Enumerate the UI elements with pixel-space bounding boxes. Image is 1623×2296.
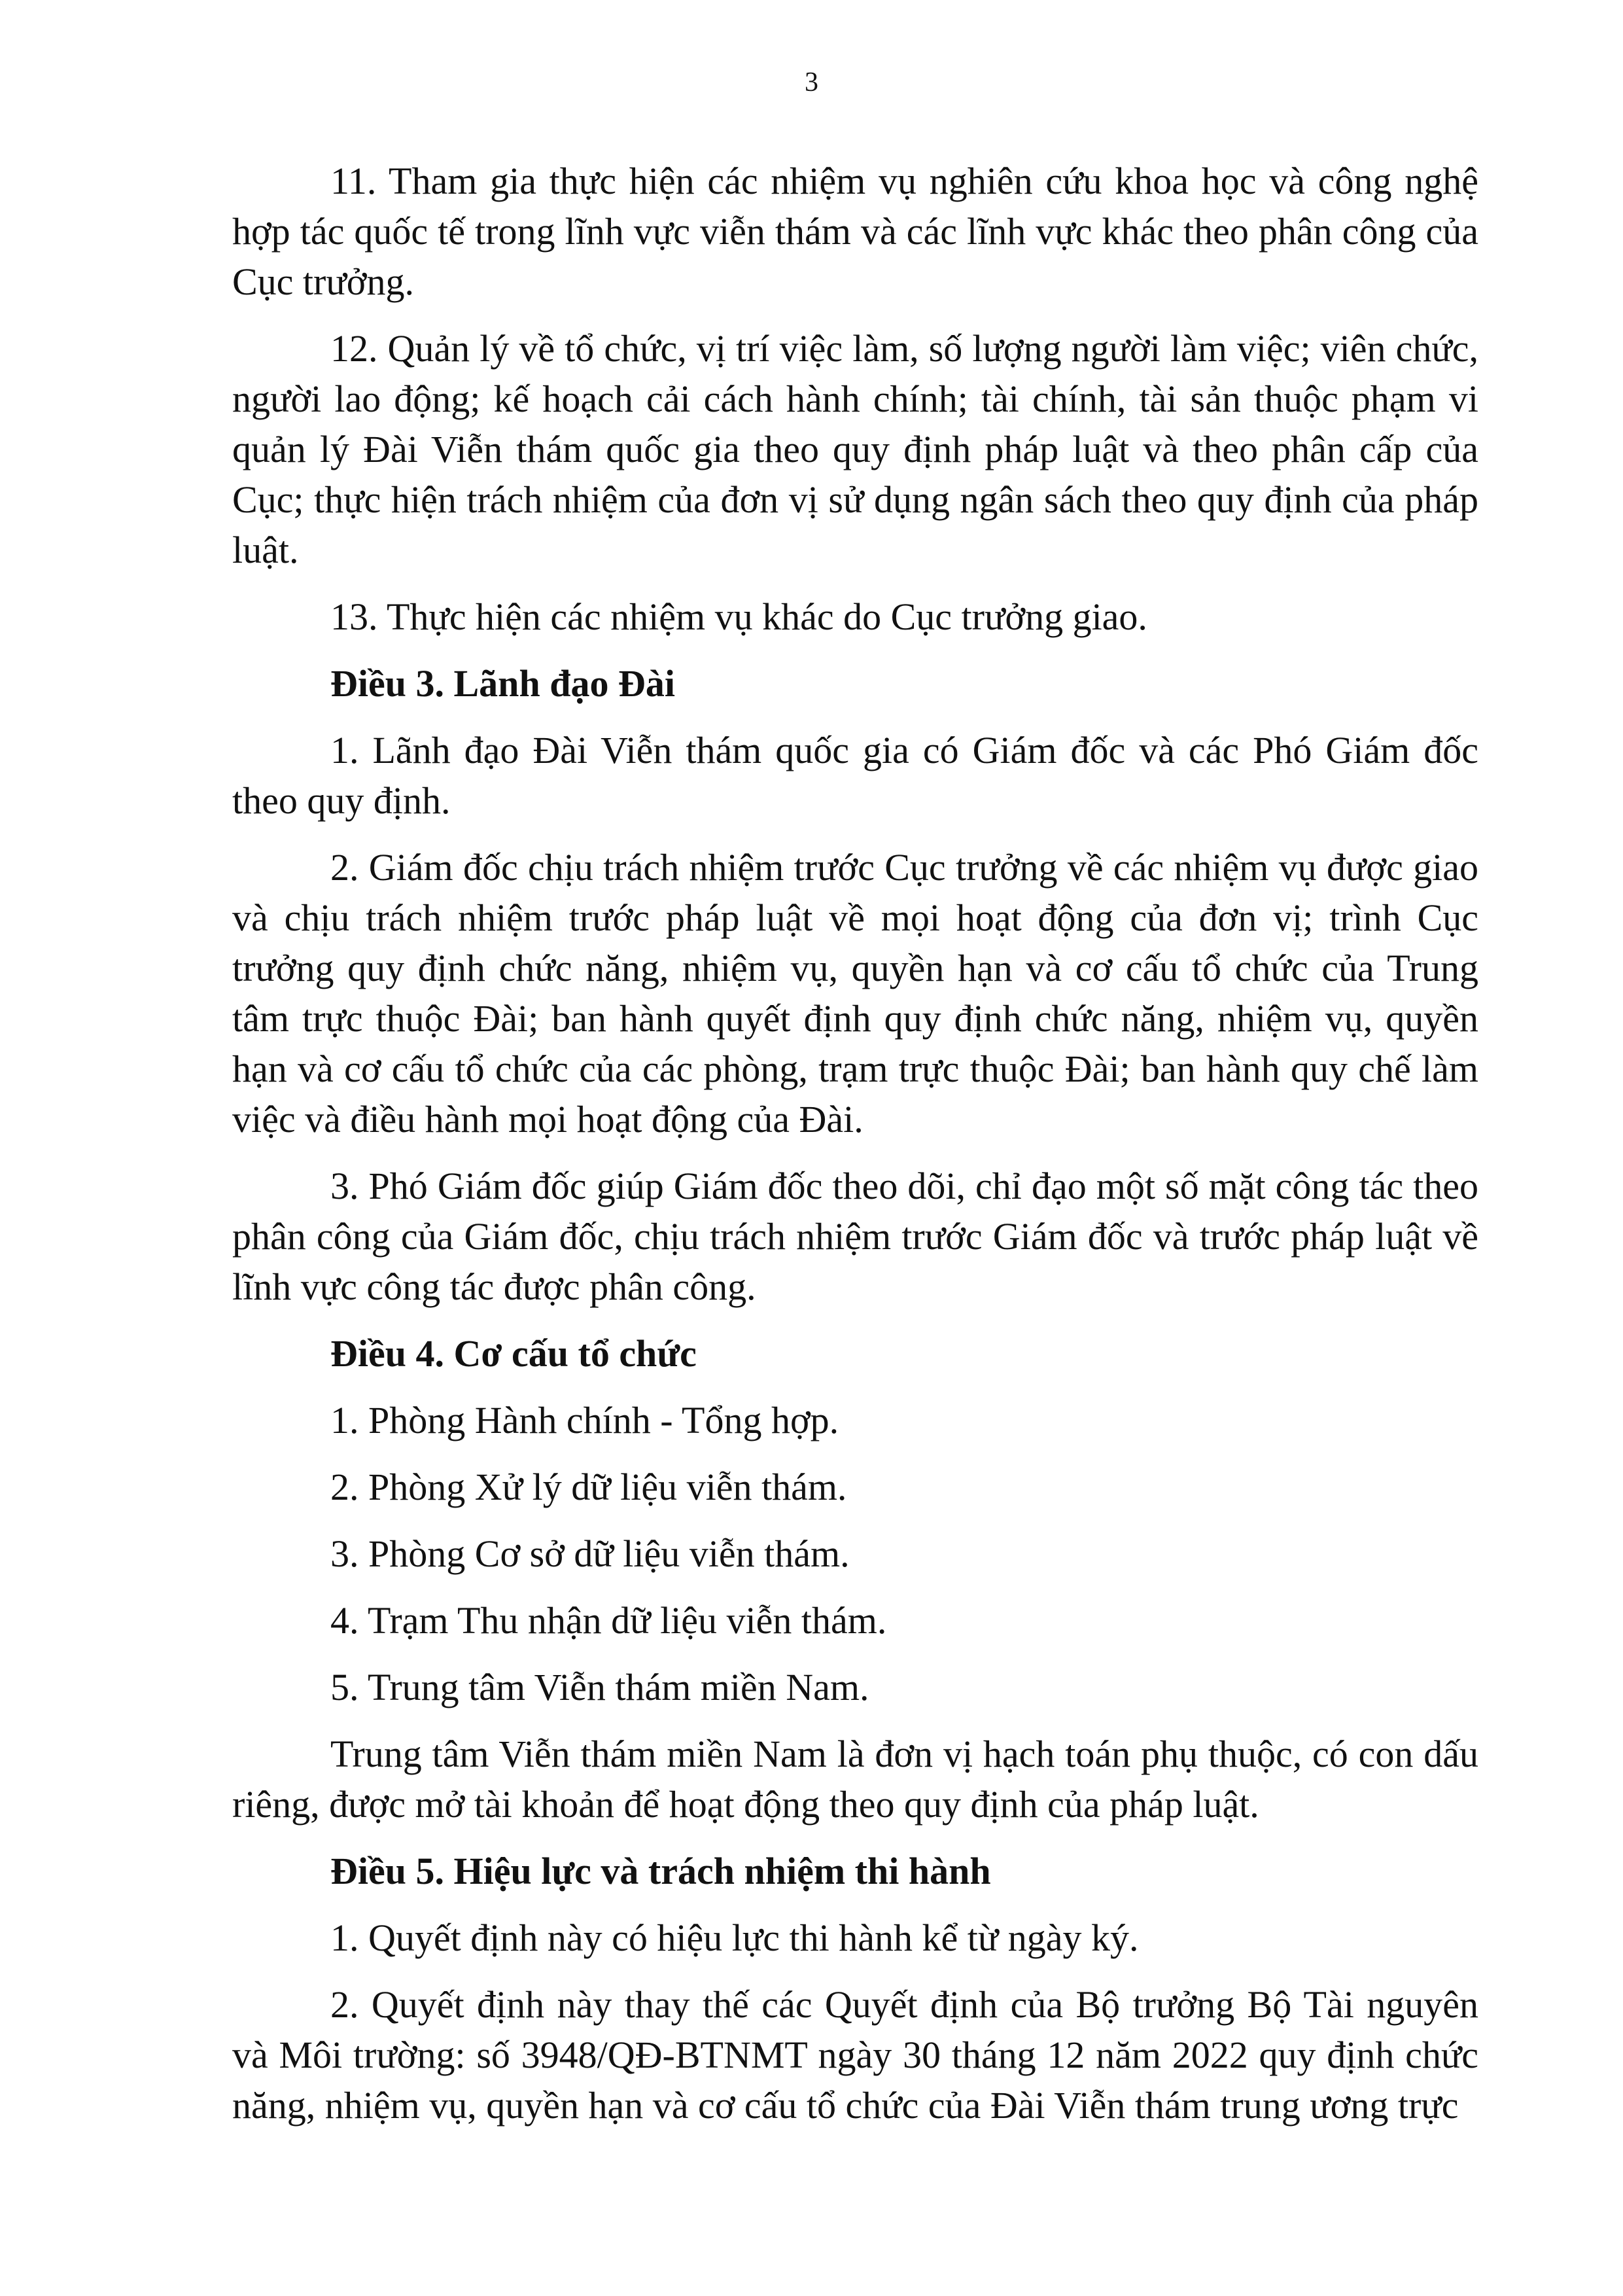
article-3-heading: Điều 3. Lãnh đạo Đài (330, 662, 675, 705)
article-4-heading: Điều 4. Cơ cấu tổ chức (330, 1332, 697, 1375)
org-unit-item: 4. Trạm Thu nhận dữ liệu viễn thám. (330, 1599, 887, 1642)
org-unit-item: 2. Phòng Xử lý dữ liệu viễn thám. (330, 1466, 847, 1508)
article-5-clause-2: 2. Quyết định này thay thế các Quyết định của Bộ trưởng Bộ Tài nguyên và Môi trường: số 3948/QĐ-BTNMT ngày 30 tháng 12 năm 2022 quy định chức năng, nhiệm vụ, quyền hạn và cơ cấu tổ chức của Đài Viễn thám trung ương trực (232, 1983, 1478, 2127)
article-3-clause-3: 3. Phó Giám đốc giúp Giám đốc theo dõi, chỉ đạo một số mặt công tác theo phân công của Giám đốc, chịu trách nhiệm trước Giám đốc và trước pháp luật về lĩnh vực công tác được phân công. (232, 1165, 1478, 1308)
article-3-clause-2: 2. Giám đốc chịu trách nhiệm trước Cục trưởng về các nhiệm vụ được giao và chịu trách nhiệm trước pháp luật về mọi hoạt động của đơn vị; trình Cục trưởng quy định chức năng, nhiệm vụ, quyền hạn và cơ cấu tổ chức của Trung tâm trực thuộc Đài; ban hành quyết định quy định chức năng, nhiệm vụ, quyền hạn và cơ cấu tổ chức của các phòng, trạm trực thuộc Đài; ban hành quy chế làm việc và điều hành mọi hoạt động của Đài. (232, 846, 1478, 1140)
org-unit-item: 5. Trung tâm Viễn thám miền Nam. (330, 1666, 869, 1708)
article-4-note: Trung tâm Viễn thám miền Nam là đơn vị hạch toán phụ thuộc, có con dấu riêng, được mở tài khoản để hoạt động theo quy định của pháp luật. (232, 1733, 1478, 1826)
paragraph-item-11: 11. Tham gia thực hiện các nhiệm vụ nghiên cứu khoa học và công nghệ hợp tác quốc tế trong lĩnh vực viễn thám và các lĩnh vực khác theo phân công của Cục trưởng. (232, 160, 1478, 303)
page-number: 3 (805, 67, 818, 97)
org-unit-item: 1. Phòng Hành chính - Tổng hợp. (330, 1399, 839, 1441)
document-body (232, 156, 1478, 2147)
paragraph-item-12: 12. Quản lý về tổ chức, vị trí việc làm, số lượng người làm việc; viên chức, người lao động; kế hoạch cải cách hành chính; tài chính, tài sản thuộc phạm vi quản lý Đài Viễn thám quốc gia theo quy định pháp luật và theo phân cấp của Cục; thực hiện trách nhiệm của đơn vị sử dụng ngân sách theo quy định của pháp luật. (232, 327, 1478, 571)
paragraph-item-13: 13. Thực hiện các nhiệm vụ khác do Cục trưởng giao. (330, 595, 1147, 638)
article-3-clause-1: 1. Lãnh đạo Đài Viễn thám quốc gia có Giám đốc và các Phó Giám đốc theo quy định. (232, 729, 1478, 822)
org-unit-item: 3. Phòng Cơ sở dữ liệu viễn thám. (330, 1532, 850, 1575)
article-5-clause-1: 1. Quyết định này có hiệu lực thi hành kể từ ngày ký. (330, 1916, 1139, 1959)
article-5-heading: Điều 5. Hiệu lực và trách nhiệm thi hành (330, 1850, 991, 1892)
